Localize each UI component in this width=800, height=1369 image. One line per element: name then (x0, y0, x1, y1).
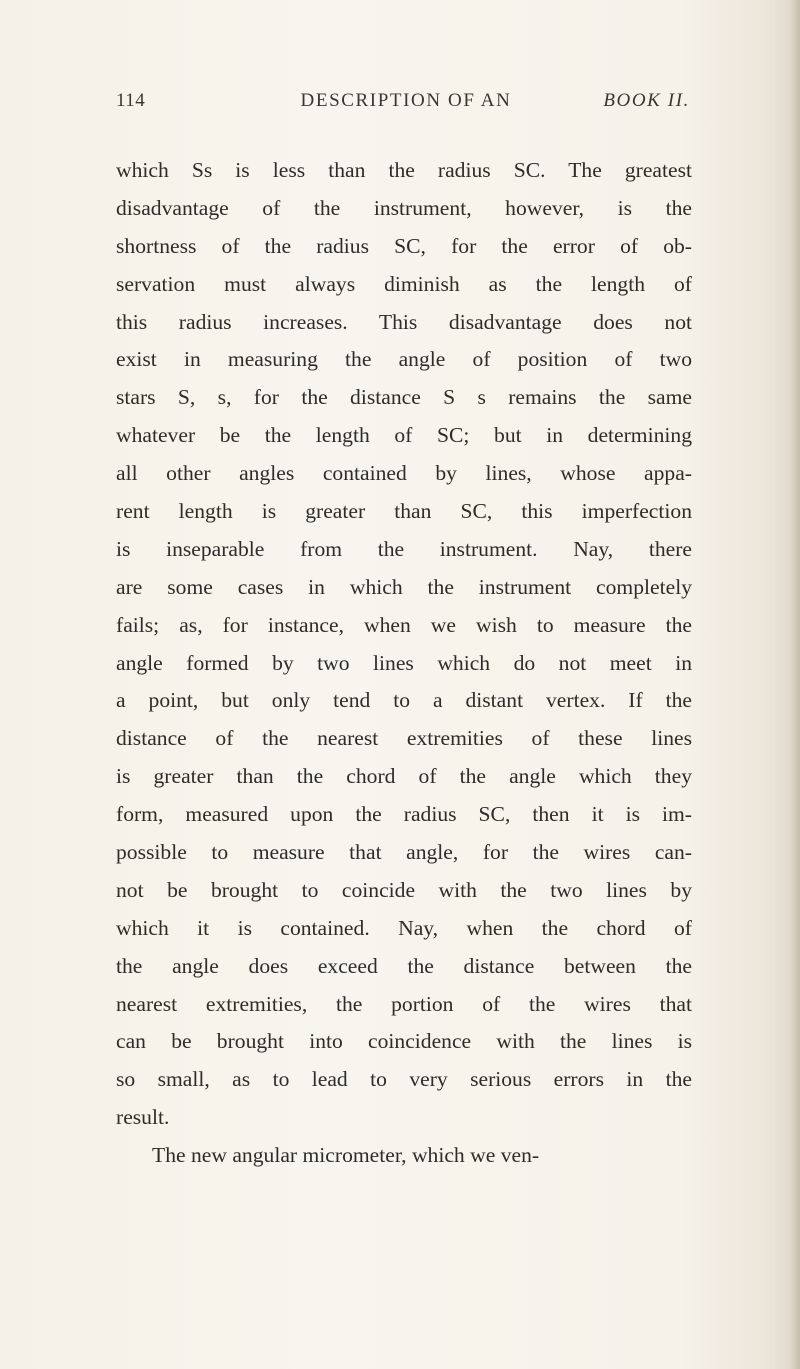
text-line: result. (116, 1105, 170, 1130)
body-text (116, 152, 692, 1175)
text-line: nearest extremities, the portion of the wires that (116, 991, 692, 1016)
text-line: shortness of the radius SC, for the error of ob- (116, 233, 692, 258)
text-line: this radius increases. This disadvantage does not (116, 309, 692, 334)
text-line: is greater than the chord of the angle which they (116, 764, 692, 789)
text-line: fails; as, for instance, when we wish to measure the (116, 612, 692, 637)
text-line: which it is contained. Nay, when the chord of (116, 915, 692, 940)
text-line: stars S, s, for the distance S s remains the same (116, 385, 692, 410)
text-line: are some cases in which the instrument completely (116, 574, 692, 599)
text-line: a point, but only tend to a distant vertex. If the (116, 688, 692, 713)
book-label: BOOK II. (603, 90, 690, 111)
running-title: DESCRIPTION OF AN (300, 90, 512, 111)
paragraph-start-line: The new angular micrometer, which we ven- (152, 1143, 540, 1168)
text-line: possible to measure that angle, for the wires can- (116, 840, 692, 865)
text-line: disadvantage of the instrument, however, is the (116, 195, 692, 220)
text-line: which Ss is less than the radius SC. The greatest (116, 158, 692, 182)
text-line: rent length is greater than SC, this imperfection (116, 499, 692, 524)
text-line: servation must always diminish as the length of (116, 271, 692, 296)
page-number: 114 (116, 90, 146, 111)
text-line: form, measured upon the radius SC, then it is im- (116, 802, 692, 827)
page-edge-shadow (790, 0, 800, 1369)
text-line: exist in measuring the angle of position of two (116, 347, 692, 372)
text-line: the angle does exceed the distance between the (116, 953, 692, 978)
text-line: all other angles contained by lines, whose appa- (116, 461, 692, 486)
text-line: whatever be the length of SC; but in determining (116, 423, 692, 448)
text-line: can be brought into coincidence with the lines is (116, 1029, 692, 1054)
text-line: not be brought to coincide with the two lines by (116, 877, 692, 902)
text-line: is inseparable from the instrument. Nay, there (116, 536, 692, 561)
text-line: angle formed by two lines which do not meet in (116, 650, 692, 675)
running-header (116, 90, 690, 124)
text-line: so small, as to lead to very serious errors in the (116, 1067, 692, 1092)
text-line: distance of the nearest extremities of these lines (116, 726, 692, 751)
